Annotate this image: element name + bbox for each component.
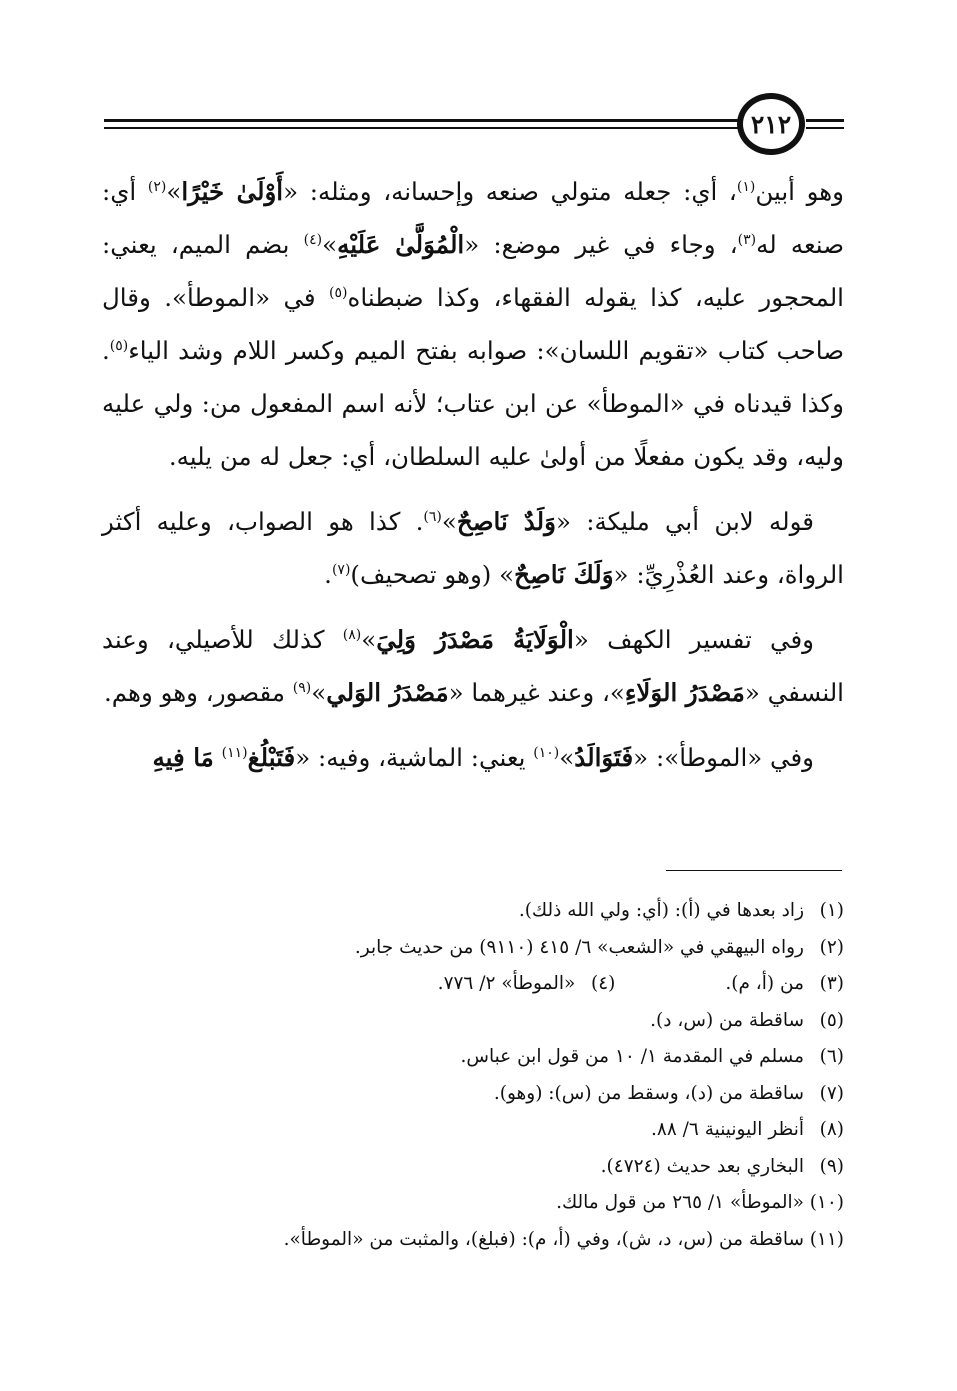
footnote bbox=[102, 1039, 844, 1076]
footnote-ref: (٨) bbox=[342, 626, 362, 643]
quoted-term: مَصْدَرُ الوَلي bbox=[326, 678, 449, 707]
footnote-number: (٣) bbox=[819, 973, 844, 994]
page-number: ٢١٢ bbox=[737, 93, 805, 155]
footnote-text: زاد بعدها في (أ): (أي: ولي الله ذلك). bbox=[518, 900, 804, 921]
footnote-number: (٤) bbox=[590, 973, 616, 994]
footnote-ref: (٩) bbox=[292, 679, 312, 696]
body-paragraph: وهو أبين$^{(١)}$، أي: جعله متولي صنعه وإحسانه، ومثله: «أَوْلَىٰ خَيْرًا»$^{(٢)}$ أي: صنعه له$^{(٣)}$، وجاء في غير موضع: «الْمُوَلَّىٰ عَلَيْهِ»$^{(٤)}$ بضم الميم، يعني: المحجور عليه، كذا يقوله الفقهاء، وكذا ضبطناه$^{(٥)}$ في «الموطأ». وقال صاحب كتاب «تقويم اللسان»: صوابه بفتح الميم وكسر اللام وشد الياء$^{(٥)}$. وكذا قيدناه في «الموطأ» عن ابن عتاب؛ لأنه اسم المفعول من: ولي عليه وليه، وقد يكون مفعلًا من أولىٰ عليه السلطان، أي: جعل له من يليه. bbox=[102, 177, 845, 471]
quoted-term: أَوْلَىٰ خَيْرًا bbox=[181, 177, 284, 206]
footnote-text: البخاري بعد حديث (٤٧٢٤). bbox=[600, 1155, 804, 1177]
footnote bbox=[102, 1222, 844, 1259]
footnote bbox=[102, 1185, 844, 1222]
footnote-ref: (١١) bbox=[221, 744, 248, 761]
footnote-text: ساقطة من (س، د). bbox=[650, 1009, 804, 1031]
header-rule bbox=[806, 127, 844, 129]
quoted-term: وَلَدٌ نَاصِحٌ bbox=[456, 507, 556, 536]
quoted-term: فَتَبْلُغ bbox=[247, 743, 296, 772]
footnote-divider bbox=[666, 870, 842, 871]
footnote-text: مسلم في المقدمة ١/ ١٠ من قول ابن عباس. bbox=[460, 1046, 804, 1067]
footnote-ref: (٥) bbox=[329, 284, 348, 301]
quoted-term: الْمُوَلَّىٰ عَلَيْهِ bbox=[337, 230, 465, 259]
footnote-text: ساقطة من (د)، وسقط من (س): (وهو). bbox=[493, 1082, 804, 1104]
footnote-ref: (٥) bbox=[109, 337, 129, 354]
footnote bbox=[102, 966, 844, 1003]
page-header bbox=[0, 88, 957, 168]
footnote-number: (٨) bbox=[819, 1119, 844, 1140]
footnote-ref: (١٠) bbox=[533, 744, 560, 761]
footnote-ref: (١) bbox=[736, 178, 756, 195]
footnote-number: (٩) bbox=[819, 1155, 844, 1177]
quoted-term: مَا فِيهِ bbox=[152, 743, 214, 772]
footnote-text: ساقطة من (س، د، ش)، وفي (أ، م): (فبلغ)، والمثبت من «الموطأ». bbox=[283, 1228, 804, 1250]
footnote bbox=[102, 1149, 844, 1186]
header-rule bbox=[806, 119, 844, 122]
footnote-text: من (أ، م). bbox=[725, 973, 804, 994]
footnote-number: (١) bbox=[819, 900, 844, 921]
footnote-ref: (٣) bbox=[737, 231, 757, 248]
footnote bbox=[102, 1112, 844, 1149]
footnote-text: «الموطأ» ٢/ ٧٧٦. bbox=[437, 973, 576, 994]
footnote-number: (٧) bbox=[819, 1082, 844, 1104]
footnote-ref: (٢) bbox=[147, 178, 167, 195]
footnote-ref: (٧) bbox=[331, 561, 351, 578]
footnote bbox=[102, 930, 844, 967]
header-rule bbox=[104, 127, 738, 129]
footnote bbox=[102, 1076, 844, 1113]
footnote-number: (١٠) bbox=[809, 1192, 844, 1213]
body-paragraph: قوله لابن أبي مليكة: «وَلَدٌ نَاصِحٌ»$^{(٦)}$. كذا هو الصواب، وعليه أكثر الرواة، وعند العُذْرِيِّ: «وَلَكَ نَاصِحٌ» (وهو تصحيف)$^{(٧)}$. bbox=[102, 507, 844, 589]
footnote-ref: (٤) bbox=[303, 231, 323, 248]
main-text bbox=[102, 165, 844, 796]
footnote-ref: (٦) bbox=[423, 508, 442, 525]
body-paragraph: وفي تفسير الكهف «الْوَلَايَةُ مَصْدَرُ وَلِيَ»$^{(٨)}$ كذلك للأصيلي، وعند النسفي «مَصْدَرُ الوَلَاءِ»، وعند غيرهما «مَصْدَرُ الوَلي»$^{(٩)}$ مقصور، وهو وهم. bbox=[102, 625, 844, 707]
footnotes bbox=[102, 893, 844, 1258]
footnote-text: «الموطأ» ١/ ٢٦٥ من قول مالك. bbox=[556, 1192, 804, 1213]
footnote-number: (٥) bbox=[819, 1009, 844, 1031]
footnote-text: رواه البيهقي في «الشعب» ٦/ ٤١٥ (٩١١٠) من حديث جابر. bbox=[354, 936, 804, 958]
footnote-number: (١١) bbox=[809, 1228, 844, 1250]
quoted-term: الْوَلَايَةُ مَصْدَرُ وَلِيَ bbox=[376, 625, 574, 654]
footnote-number: (٦) bbox=[819, 1046, 844, 1067]
footnote-text: أنظر اليونينية ٦/ ٨٨. bbox=[651, 1119, 804, 1140]
body-paragraph: وفي «الموطأ»: «فَتَوَالَدُ»$^{(١٠)}$ يعني: الماشية، وفيه: «فَتَبْلُغ$^{(١١)}$ مَا فِيهِ bbox=[152, 743, 814, 772]
footnote bbox=[102, 893, 844, 930]
footnote bbox=[102, 1003, 844, 1040]
header-rule bbox=[104, 119, 738, 122]
quoted-term: وَلَكَ نَاصِحٌ bbox=[514, 560, 614, 589]
footnote-number: (٢) bbox=[819, 936, 844, 958]
quoted-term: فَتَوَالَدُ bbox=[574, 743, 634, 772]
quoted-term: مَصْدَرُ الوَلَاءِ bbox=[624, 678, 745, 707]
